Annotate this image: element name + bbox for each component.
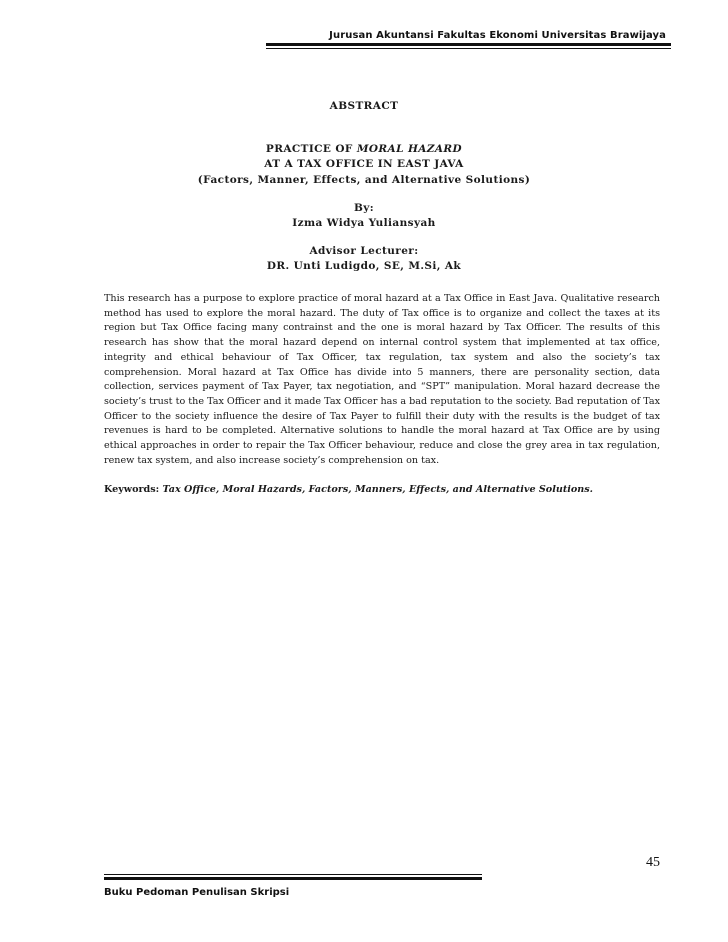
abstract-heading: ABSTRACT (329, 100, 399, 112)
header-rule (266, 43, 671, 49)
advisor-label: Advisor Lecturer: (309, 245, 419, 257)
running-footer: Buku Pedoman Penulisan Skripsi (104, 887, 290, 898)
page-number: 45 (646, 855, 660, 870)
keywords-value: Tax Office, Moral Hazards, Factors, Manners, Effects, and Alternative Solutions. (162, 484, 594, 495)
advisor-name: DR. Unti Ludigdo, SE, M.Si, Ak (266, 260, 462, 272)
running-header: Jurusan Akuntansi Fakultas Ekonomi Universitas Brawijaya (329, 30, 666, 41)
by-label: By: (353, 202, 375, 214)
keywords-label: Keywords: (104, 484, 163, 495)
paper-subtitle: (Factors, Manner, Effects, and Alternative Solutions) (197, 174, 531, 186)
keywords (104, 484, 660, 495)
paper-title-line-1 (0, 143, 728, 155)
abstract-body: This research has a purpose to explore practice of moral hazard at a Tax Office in East Java. Qualitative research method has used to explore the moral hazard. The duty of Tax office is to organize and collect the taxes at its region but Tax Office facing many contrainst and the one is moral hazard by Tax Officer. The results of this research has show that the moral hazard depend on internal control system that implemented at tax office, integrity and ethical behaviour of Tax Officer, tax regulation, tax system and also the society’s tax comprehension. Moral hazard at Tax Office has divide into 5 manners, there are personality section, data collection, services payment of Tax Payer, tax negotiation, and “SPT” manipulation. Moral hazard decrease the society’s trust to the Tax Officer and it made Tax Officer has a bad reputation to the society. Bad reputation of Tax Officer to the society influence the desire of Tax Payer to fulfill their duty with the results is the budget of tax revenues is hard to be completed. Alternative solutions to handle the moral hazard at Tax Office are by using ethical approaches in order to repair the Tax Officer behaviour, reduce and close the grey area in tax regulation, renew tax system, and also increase society’s comprehension on tax. (104, 293, 660, 466)
title-italic: MORAL HAZARD (356, 143, 463, 155)
author-name: Izma Widya Yuliansyah (292, 217, 436, 229)
footer-rule (104, 874, 482, 880)
paper-title-line-2: AT A TAX OFFICE IN EAST JAVA (264, 158, 464, 170)
title-prefix: PRACTICE OF (265, 143, 357, 155)
